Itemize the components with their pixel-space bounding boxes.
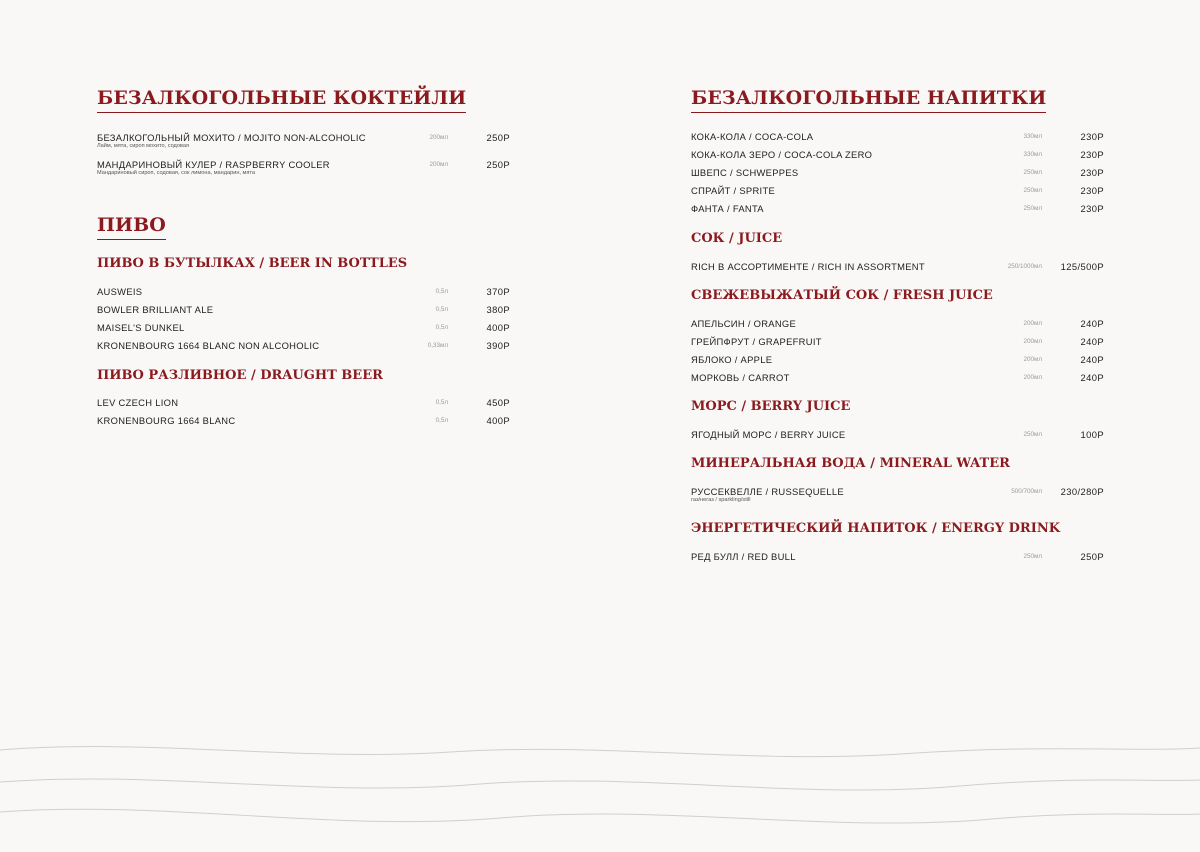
item-name: АПЕЛЬСИН / ORANGE [691,318,797,329]
menu-item [97,397,510,411]
menu-item [691,372,1104,386]
item-volume: 0,5л [435,288,448,295]
item-price: 230Р [1080,203,1104,214]
item-volume: 0,5л [435,324,448,331]
menu-item [97,132,510,149]
menu-item [691,336,1104,350]
item-volume: 500/700мл [1011,488,1042,495]
item-name: RICH В АССОРТИМЕНТЕ / RICH IN ASSORTMENT [691,261,925,272]
item-description: газ/негаз / sparkling/still [691,497,751,503]
menu-item [97,415,510,429]
item-name: MAISEL'S DUNKEL [97,322,185,333]
item-name: AUSWEIS [97,286,143,297]
subsection-title-bottled-beer: ПИВО В БУТЫЛКАХ / BEER IN BOTTLES [97,256,408,271]
decorative-waves [0,740,1200,852]
item-name: KRONENBOURG 1664 BLANC NON ALCOHOLIC [97,340,320,351]
item-price: 230/280Р [1060,486,1104,497]
item-price: 380Р [486,304,510,315]
item-description: Лайм, мята, сироп мохито, содовая [97,143,189,149]
subsection-title-energy-drink: ЭНЕРГЕТИЧЕСКИЙ НАПИТОК / ENERGY DRINK [691,521,1060,536]
item-name: ГРЕЙПФРУТ / GRAPEFRUIT [691,336,822,347]
item-price: 125/500Р [1060,261,1104,272]
item-description: Мандариновый сироп, содовая, сок лимона, мандарин, мята [97,170,256,176]
subsection-title-fresh-juice: СВЕЖЕВЫЖАТЫЙ СОК / FRESH JUICE [691,288,993,303]
item-name: МАНДАРИНОВЫЙ КУЛЕР / RASPBERRY COOLER [97,159,330,170]
item-price: 240Р [1080,354,1104,365]
item-volume: 200мл [1023,320,1042,327]
menu-item [691,486,1104,503]
menu-item [691,354,1104,368]
item-price: 230Р [1080,131,1104,142]
item-name: БЕЗАЛКОГОЛЬНЫЙ МОХИТО / MOJITO NON-ALCOHOLIC [97,132,366,143]
item-name: КОКА-КОЛА ЗЕРО / COCA-COLA ZERO [691,149,873,160]
item-price: 100Р [1080,429,1104,440]
menu-item [691,261,1104,275]
item-volume: 0,5л [435,399,448,406]
item-volume: 250мл [1023,553,1042,560]
item-volume: 250/1000мл [1007,263,1042,270]
subsection-title-draught-beer: ПИВО РАЗЛИВНОЕ / DRAUGHT BEER [97,368,383,383]
item-name: ЯГОДНЫЙ МОРС / BERRY JUICE [691,429,846,440]
item-price: 230Р [1080,167,1104,178]
item-volume: 0,5л [435,417,448,424]
item-name: ШВЕПС / SCHWEPPES [691,167,799,178]
item-price: 370Р [486,286,510,297]
item-name: СПРАЙТ / SPRITE [691,185,776,196]
menu-item [97,322,510,336]
item-volume: 200мл [1023,338,1042,345]
item-volume: 200мл [1023,374,1042,381]
menu-item [691,318,1104,332]
item-name: МОРКОВЬ / CARROT [691,372,790,383]
section-title-mocktails: БЕЗАЛКОГОЛЬНЫЕ КОКТЕЙЛИ [97,87,466,113]
item-name: РУССЕКВЕЛЛЕ / RUSSEQUELLE [691,486,844,497]
item-volume: 250мл [1023,169,1042,176]
item-name: ЯБЛОКО / APPLE [691,354,773,365]
item-price: 400Р [486,415,510,426]
item-price: 400Р [486,322,510,333]
section-title-beer: ПИВО [97,214,166,240]
menu-item [97,304,510,318]
item-volume: 200мл [429,134,448,141]
item-volume: 250мл [1023,431,1042,438]
item-name: BOWLER BRILLIANT ALE [97,304,214,315]
item-name: РЕД БУЛЛ / RED BULL [691,551,796,562]
menu-item [97,286,510,300]
item-price: 390Р [486,340,510,351]
item-name: LEV CZECH LION [97,397,179,408]
menu-item [691,149,1104,163]
menu-item [97,340,510,354]
item-price: 230Р [1080,149,1104,160]
item-price: 250Р [1080,551,1104,562]
item-price: 230Р [1080,185,1104,196]
subsection-title-berry-juice: МОРС / BERRY JUICE [691,399,851,414]
item-name: KRONENBOURG 1664 BLANC [97,415,236,426]
item-volume: 0,5л [435,306,448,313]
item-price: 450Р [486,397,510,408]
subsection-title-mineral-water: МИНЕРАЛЬНАЯ ВОДА / MINERAL WATER [691,456,1010,471]
menu-item [691,131,1104,145]
menu-item [691,203,1104,217]
item-volume: 200мл [1023,356,1042,363]
menu-item [691,167,1104,181]
item-name: КОКА-КОЛА / COCA-COLA [691,131,814,142]
item-price: 250Р [486,132,510,143]
item-price: 250Р [486,159,510,170]
wave-line [0,747,1200,757]
section-title-soft-drinks: БЕЗАЛКОГОЛЬНЫЕ НАПИТКИ [691,87,1046,113]
item-price: 240Р [1080,318,1104,329]
item-volume: 330мл [1023,133,1042,140]
item-volume: 250мл [1023,187,1042,194]
item-name: ФАНТА / FANTA [691,203,764,214]
wave-line [0,809,1200,823]
item-price: 240Р [1080,336,1104,347]
menu-item [691,551,1104,565]
wave-line [0,779,1200,790]
menu-item [97,159,510,176]
menu-item [691,429,1104,443]
subsection-title-juice: СОК / JUICE [691,231,783,246]
item-price: 240Р [1080,372,1104,383]
item-volume: 250мл [1023,205,1042,212]
item-volume: 0,33мл [427,342,448,349]
menu-item [691,185,1104,199]
item-volume: 200мл [429,161,448,168]
item-volume: 330мл [1023,151,1042,158]
